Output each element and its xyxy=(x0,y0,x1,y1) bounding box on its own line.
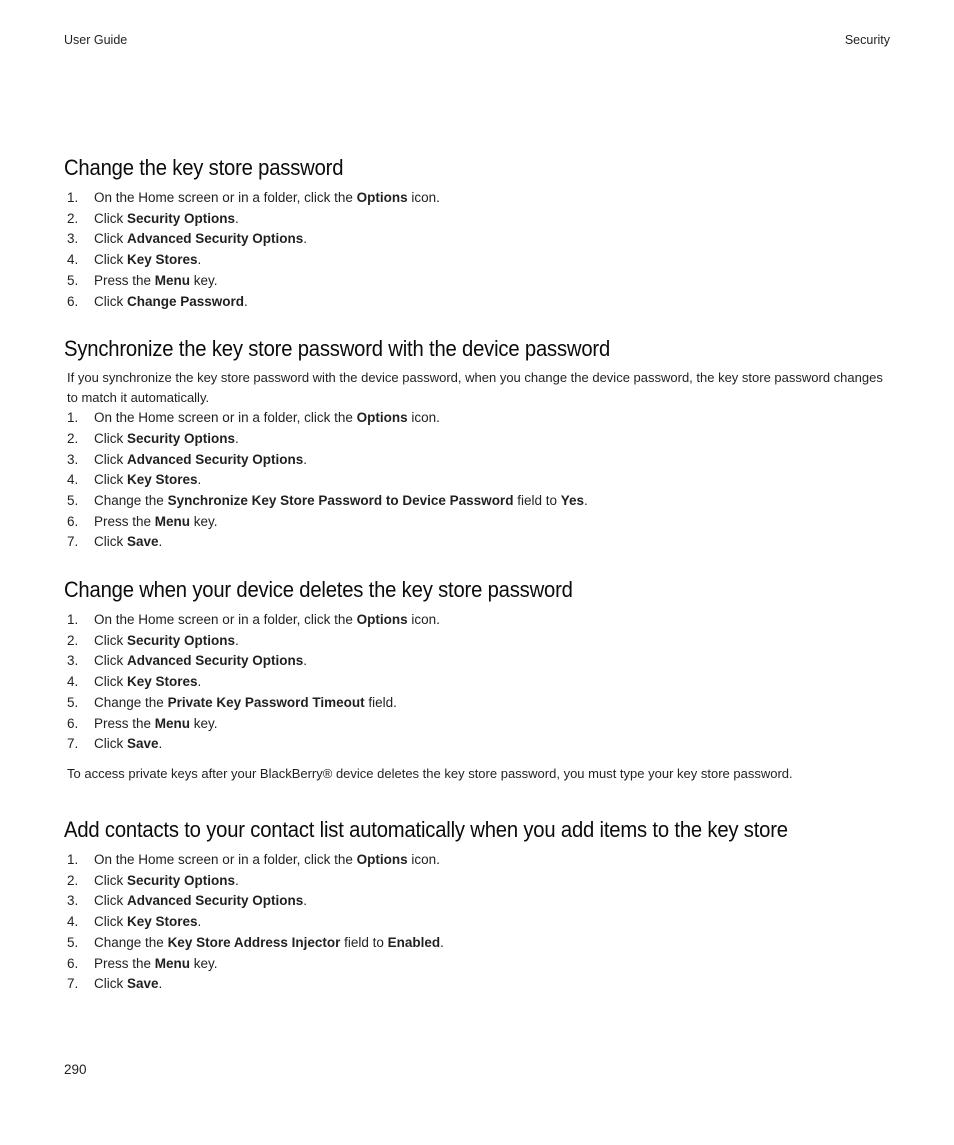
steps-list xyxy=(64,850,890,995)
step-text: key. xyxy=(190,955,218,971)
ui-term: Security Options xyxy=(127,430,236,446)
step-text: Change the xyxy=(94,934,168,950)
step-text: . xyxy=(158,736,163,752)
ui-term: Advanced Security Options xyxy=(127,893,304,909)
ui-term: Enabled xyxy=(387,934,441,950)
step-item xyxy=(64,850,890,871)
step-text: Click xyxy=(94,893,127,909)
step-text: key. xyxy=(190,513,218,529)
step-text: Click xyxy=(94,872,127,888)
ui-term: Security Options xyxy=(127,872,236,888)
ui-term: Menu xyxy=(154,513,191,529)
section-intro: If you synchronize the key store password with the device password, when you change the device password, the key store password changes to match it automatically. xyxy=(67,370,883,405)
step-number: 1. xyxy=(67,190,79,205)
step-item xyxy=(64,491,890,512)
step-text: Click xyxy=(94,674,127,690)
step-number: 1. xyxy=(67,410,79,426)
step-number: 2. xyxy=(67,632,79,648)
step-text: . xyxy=(235,430,239,446)
ui-term: Yes xyxy=(560,493,584,508)
ui-term: Key Stores xyxy=(127,252,198,268)
step-text: On the Home screen or in a folder, click the xyxy=(94,852,357,867)
ui-term: Synchronize Key Store Password to Device Password xyxy=(167,493,514,508)
step-text: Click xyxy=(94,632,127,648)
step-text: Press the xyxy=(94,955,155,971)
step-number: 6. xyxy=(67,513,79,529)
step-text: field to xyxy=(513,493,561,508)
step-text: Click xyxy=(94,653,127,669)
step-number: 3. xyxy=(67,653,79,669)
step-item xyxy=(64,954,890,975)
step-text: . xyxy=(303,893,308,909)
step-number: 3. xyxy=(67,231,79,247)
step-text: . xyxy=(197,914,202,930)
step-text: Click xyxy=(94,451,127,467)
step-number: 7. xyxy=(67,736,79,752)
step-text: . xyxy=(235,872,239,888)
step-text: . xyxy=(584,493,588,508)
step-item xyxy=(64,631,890,652)
step-item xyxy=(64,891,890,912)
step-text: . xyxy=(303,231,308,247)
step-item xyxy=(64,250,890,271)
step-item xyxy=(64,912,890,933)
step-number: 3. xyxy=(67,893,79,909)
step-item xyxy=(64,693,890,714)
running-header-right: Security xyxy=(844,33,890,47)
step-text: . xyxy=(440,934,444,950)
ui-term: Advanced Security Options xyxy=(127,451,304,467)
step-text: . xyxy=(197,472,202,488)
step-item xyxy=(64,429,890,450)
section-heading: Change when your device deletes the key store password xyxy=(64,577,573,602)
step-item xyxy=(64,450,890,471)
steps-list xyxy=(64,188,890,312)
step-text: . xyxy=(235,632,239,648)
step-text: icon. xyxy=(407,410,440,426)
ui-term: Menu xyxy=(154,272,191,288)
ui-term: Key Stores xyxy=(127,914,198,930)
step-text: On the Home screen or in a folder, click the xyxy=(94,410,357,426)
step-text: Click xyxy=(94,210,127,226)
step-text: Click xyxy=(94,534,127,550)
step-text: . xyxy=(235,210,239,226)
step-text: Click xyxy=(94,914,127,930)
step-item xyxy=(64,408,890,429)
step-text: icon. xyxy=(407,852,440,867)
step-number: 6. xyxy=(67,955,79,971)
step-item xyxy=(64,229,890,250)
step-text: key. xyxy=(190,715,218,731)
step-item xyxy=(64,532,890,553)
step-text: On the Home screen or in a folder, click the xyxy=(94,190,357,205)
step-item xyxy=(64,512,890,533)
ui-term: Key Stores xyxy=(127,674,198,690)
step-number: 2. xyxy=(67,430,79,446)
steps-list xyxy=(64,408,890,553)
step-text: On the Home screen or in a folder, click the xyxy=(94,612,357,627)
step-number: 4. xyxy=(67,472,79,488)
step-number: 2. xyxy=(67,872,79,888)
page-number: 290 xyxy=(64,1062,87,1077)
step-text: Click xyxy=(94,976,127,992)
step-text: Click xyxy=(94,472,127,488)
section-add-contacts-automatically xyxy=(64,817,890,995)
step-number: 1. xyxy=(67,852,79,867)
ui-term: Key Store Address Injector xyxy=(167,934,341,950)
step-number: 5. xyxy=(67,493,79,508)
step-text: Press the xyxy=(94,715,155,731)
step-number: 6. xyxy=(67,715,79,731)
step-text: . xyxy=(303,451,308,467)
ui-term: Private Key Password Timeout xyxy=(167,694,365,710)
step-item xyxy=(64,871,890,892)
section-note: To access private keys after your BlackBerry® device deletes the key store password, you must type your key store password. xyxy=(67,765,793,781)
step-text: . xyxy=(303,653,308,669)
step-text: . xyxy=(158,976,163,992)
section-change-key-store-password xyxy=(64,155,890,312)
step-item xyxy=(64,292,890,313)
step-item xyxy=(64,933,890,954)
ui-term: Key Stores xyxy=(127,472,198,488)
section-change-delete-timeout xyxy=(64,577,890,784)
step-text: Click xyxy=(94,252,127,268)
step-text: Change the xyxy=(94,694,168,710)
step-item xyxy=(64,974,890,995)
ui-term: Change Password xyxy=(127,293,245,309)
step-number: 5. xyxy=(67,934,79,950)
section-heading: Synchronize the key store password with the device password xyxy=(64,336,611,361)
step-item xyxy=(64,734,890,755)
section-heading: Add contacts to your contact list automatically when you add items to the key store xyxy=(64,817,788,842)
ui-term: Menu xyxy=(154,715,191,731)
step-text: Press the xyxy=(94,272,155,288)
ui-term: Advanced Security Options xyxy=(127,653,304,669)
step-item xyxy=(64,271,890,292)
step-text: Click xyxy=(94,430,127,446)
step-text: icon. xyxy=(407,612,440,627)
step-text: icon. xyxy=(407,190,440,205)
step-item xyxy=(64,209,890,230)
step-item xyxy=(64,470,890,491)
ui-term: Security Options xyxy=(127,210,236,226)
step-number: 4. xyxy=(67,252,79,268)
step-item xyxy=(64,714,890,735)
step-text: Click xyxy=(94,231,127,247)
section-heading: Change the key store password xyxy=(64,155,344,180)
step-number: 4. xyxy=(67,674,79,690)
step-text: Click xyxy=(94,293,127,309)
step-text: . xyxy=(158,534,163,550)
step-item xyxy=(64,188,890,209)
ui-term: Options xyxy=(356,852,408,867)
step-text: . xyxy=(197,252,202,268)
steps-list xyxy=(64,610,890,755)
ui-term: Options xyxy=(356,410,408,426)
step-text: . xyxy=(244,293,248,309)
step-number: 7. xyxy=(67,976,79,992)
ui-term: Save xyxy=(127,976,159,992)
step-text: Press the xyxy=(94,513,155,529)
step-item xyxy=(64,672,890,693)
step-item xyxy=(64,651,890,672)
ui-term: Security Options xyxy=(127,632,236,648)
step-number: 5. xyxy=(67,272,79,288)
step-item xyxy=(64,610,890,631)
step-number: 5. xyxy=(67,694,79,710)
step-text: . xyxy=(197,674,202,690)
ui-term: Save xyxy=(127,534,159,550)
step-number: 2. xyxy=(67,210,79,226)
ui-term: Options xyxy=(356,190,408,205)
step-text: key. xyxy=(190,272,218,288)
ui-term: Options xyxy=(356,612,408,627)
step-text: Change the xyxy=(94,493,168,508)
step-text: field. xyxy=(364,694,397,710)
section-synchronize-key-store-password xyxy=(64,336,890,553)
step-number: 4. xyxy=(67,914,79,930)
step-text: Click xyxy=(94,736,127,752)
step-text: field to xyxy=(340,934,388,950)
ui-term: Advanced Security Options xyxy=(127,231,304,247)
step-number: 1. xyxy=(67,612,79,627)
running-header-left: User Guide xyxy=(64,33,128,47)
step-number: 6. xyxy=(67,293,79,309)
step-number: 3. xyxy=(67,451,79,467)
ui-term: Menu xyxy=(154,955,191,971)
ui-term: Save xyxy=(127,736,159,752)
step-number: 7. xyxy=(67,534,79,550)
